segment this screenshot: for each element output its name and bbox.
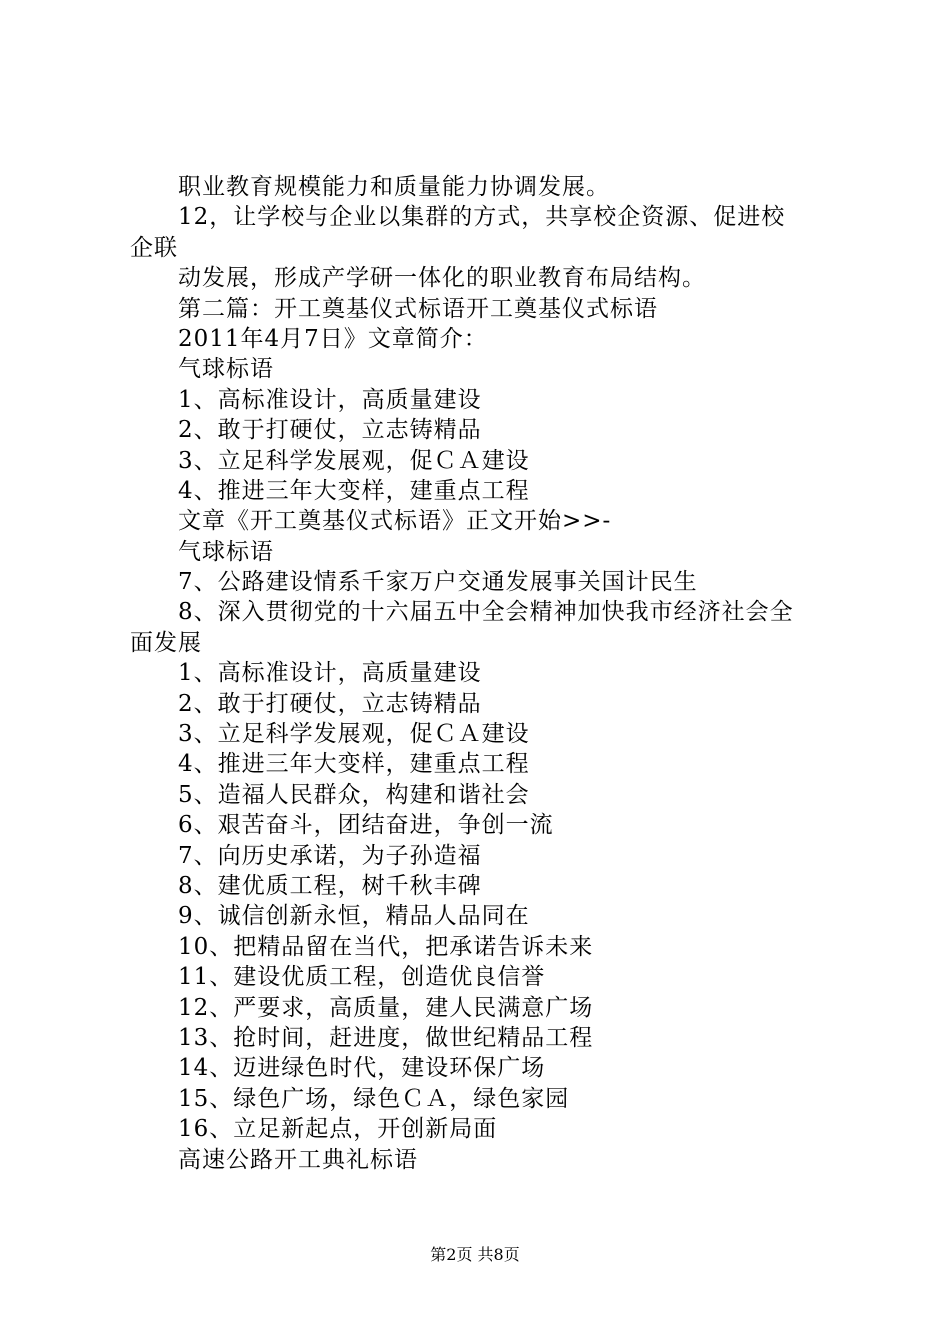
text-line: 2011年4月7日》文章简介： [178,325,488,352]
list-item: 2、敢于打硬仗，立志铸精品 [178,417,482,444]
list-item: 16、立足新起点，开创新局面 [178,1116,498,1143]
subheading: 气球标语 [178,356,274,383]
list-item: 4、推进三年大变样，建重点工程 [178,751,530,778]
text-line-wrap: 企联 [130,234,178,261]
list-item: 8、建优质工程，树千秋丰碑 [178,872,482,899]
list-item: 6、艰苦奋斗，团结奋进，争创一流 [178,812,554,839]
text-line-wrap: 面发展 [130,629,202,656]
text-line: 12，让学校与企业以集群的方式，共享校企资源、促进校 [178,204,786,231]
page-footer [0,1245,950,1265]
list-item: 1、高标准设计，高质量建设 [178,660,482,687]
text-line: 职业教育规模能力和质量能力协调发展。 [178,174,610,200]
list-item: 7、公路建设情系千家万户交通发展事关国计民生 [178,569,698,596]
list-item: 15、绿色广场，绿色ＣＡ，绿色家园 [178,1085,570,1112]
page-number-label: 第2页 共8页 [430,1245,520,1264]
list-item: 3、立足科学发展观，促ＣＡ建设 [178,447,530,474]
text-line: 文章《开工奠基仪式标语》正文开始>>- [178,508,612,535]
subheading: 高速公路开工典礼标语 [178,1146,418,1173]
list-item: 8、深入贯彻党的十六届五中全会精神加快我市经济社会全 [178,599,794,626]
list-item: 12、严要求，高质量，建人民满意广场 [178,994,594,1021]
list-item: 10、把精品留在当代，把承诺告诉未来 [178,933,594,960]
text-line: 动发展，形成产学研一体化的职业教育布局结构。 [178,265,706,292]
list-item: 1、高标准设计，高质量建设 [178,386,482,413]
list-item: 3、立足科学发展观，促ＣＡ建设 [178,721,530,748]
list-item: 5、造福人民群众，构建和谐社会 [178,781,530,808]
list-item: 11、建设优质工程，创造优良信誉 [178,964,546,991]
list-item: 4、推进三年大变样，建重点工程 [178,477,530,504]
list-item: 2、敢于打硬仗，立志铸精品 [178,690,482,717]
list-item: 9、诚信创新永恒，精品人品同在 [178,903,530,930]
list-item: 13、抢时间，赶进度，做世纪精品工程 [178,1024,594,1051]
section-heading: 第二篇：开工奠基仪式标语开工奠基仪式标语 [178,295,658,322]
subheading: 气球标语 [178,538,274,565]
list-item: 14、迈进绿色时代，建设环保广场 [178,1055,546,1082]
document-body [130,172,835,1175]
list-item: 7、向历史承诺，为子孙造福 [178,842,482,869]
